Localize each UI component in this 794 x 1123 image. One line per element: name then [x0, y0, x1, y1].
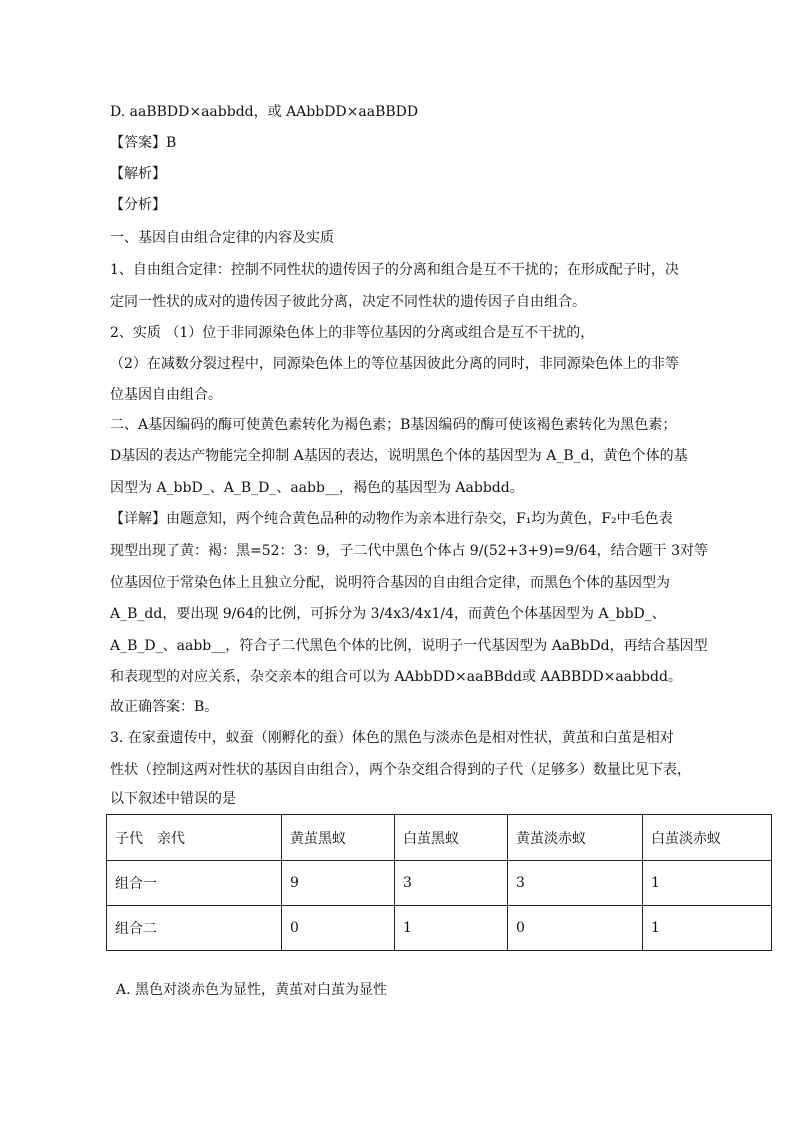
table-row [107, 906, 772, 951]
table-header-cell: 白茧黑蚁 [395, 815, 508, 861]
option-a: A. 黑色对淡赤色为显性，黄茧对白茧为显性 [116, 982, 388, 998]
table-cell: 0 [508, 906, 643, 951]
paragraph-line: D基因的表达产物能完全抑制 A基因的表达，说明黑色个体的基因型为 A_B_d，黄色个体的基 [110, 448, 688, 464]
paragraph-line: 位基因位于常染色体上且独立分配，说明符合基因的自由组合定律，而黑色个体的基因型为 [110, 575, 670, 591]
section-one-title: 一、基因自由组合定律的内容及实质 [110, 230, 334, 246]
paragraph-line: 2、实质 （1）位于非同源染色体上的非等位基因的分离或组合是互不干扰的， [110, 325, 595, 341]
paragraph-line: 1、自由组合定律：控制不同性状的遗传因子的分离和组合是互不干扰的；在形成配子时，决 [110, 262, 679, 278]
table-cell: 组合二 [107, 906, 282, 951]
option-d: D. aaBBDD×aabbdd，或 AAbbDD×aaBBDD [110, 104, 419, 120]
question-3-line: 3. 在家蚕遗传中，蚁蚕（刚孵化的蚕）体色的黑色与淡赤色是相对性状，黄茧和白茧是相对 [110, 730, 674, 746]
table-cell: 1 [643, 906, 772, 951]
paragraph-line: （2）在减数分裂过程中，同源染色体上的等位基因彼此分离的同时，非同源染色体上的非等 [110, 356, 679, 372]
paragraph-line: 以下叙述中错误的是 [110, 791, 236, 807]
table-cell: 9 [282, 861, 395, 906]
paragraph-line: 现型出现了黄：褐：黑=52：3：9，子二代中黑色个体占 9/(52+3+9)=9/64，结合题干 3对等 [110, 543, 708, 559]
table-cell: 1 [643, 861, 772, 906]
table-cell: 3 [508, 861, 643, 906]
table-header-cell: 黄茧黑蚁 [282, 815, 395, 861]
paragraph-line: 位基因自由组合。 [110, 387, 222, 403]
table-cell: 0 [282, 906, 395, 951]
table-cell: 组合一 [107, 861, 282, 906]
offspring-ratio-table [106, 814, 772, 951]
table-cell: 3 [395, 861, 508, 906]
table-row [107, 861, 772, 906]
paragraph-line: A_B_D_、aabb__，符合子二代黑色个体的比例，说明子一代基因型为 AaBbDd，再结合基因型 [110, 638, 708, 654]
table-header-row [107, 815, 772, 861]
table-header-cell: 黄茧淡赤蚁 [508, 815, 643, 861]
fenxi-heading: 【分析】 [110, 197, 166, 213]
paragraph-line: 因型为 A_bbD_、A_B_D_、aabb__，褐色的基因型为 Aabbdd。 [110, 480, 524, 496]
detail-line: 【详解】由题意知，两个纯合黄色品种的动物作为亲本进行杂交，F₁均为黄色，F₂中毛色表 [110, 511, 673, 527]
paragraph-line: 性状（控制这两对性状的基因自由组合），两个杂交组合得到的子代（足够多）数量比见下表， [110, 762, 691, 778]
table-header-cell: 白茧淡赤蚁 [643, 815, 772, 861]
paragraph-line: 定同一性状的成对的遗传因子彼此分离，决定不同性状的遗传因子自由组合。 [110, 294, 586, 310]
paragraph-line: 和表现型的对应关系，杂交亲本的组合可以为 AAbbDD×aaBBdd或 AABBDD×aabbdd。 [110, 669, 682, 685]
analysis-heading: 【解析】 [110, 166, 166, 182]
table-header-cell: 子代 亲代 [107, 815, 282, 861]
paragraph-line: A_B_dd，要出现 9/64的比例，可拆分为 3/4x3/4x1/4，而黄色个体基因型为 A_bbD_、 [110, 606, 666, 622]
correct-answer-line: 故正确答案：B。 [110, 699, 219, 715]
section-two-line: 二、A基因编码的酶可使黄色素转化为褐色素；B基因编码的酶可使该褐色素转化为黑色素； [110, 417, 677, 433]
answer-label: 【答案】B [110, 135, 177, 151]
table-cell: 1 [395, 906, 508, 951]
